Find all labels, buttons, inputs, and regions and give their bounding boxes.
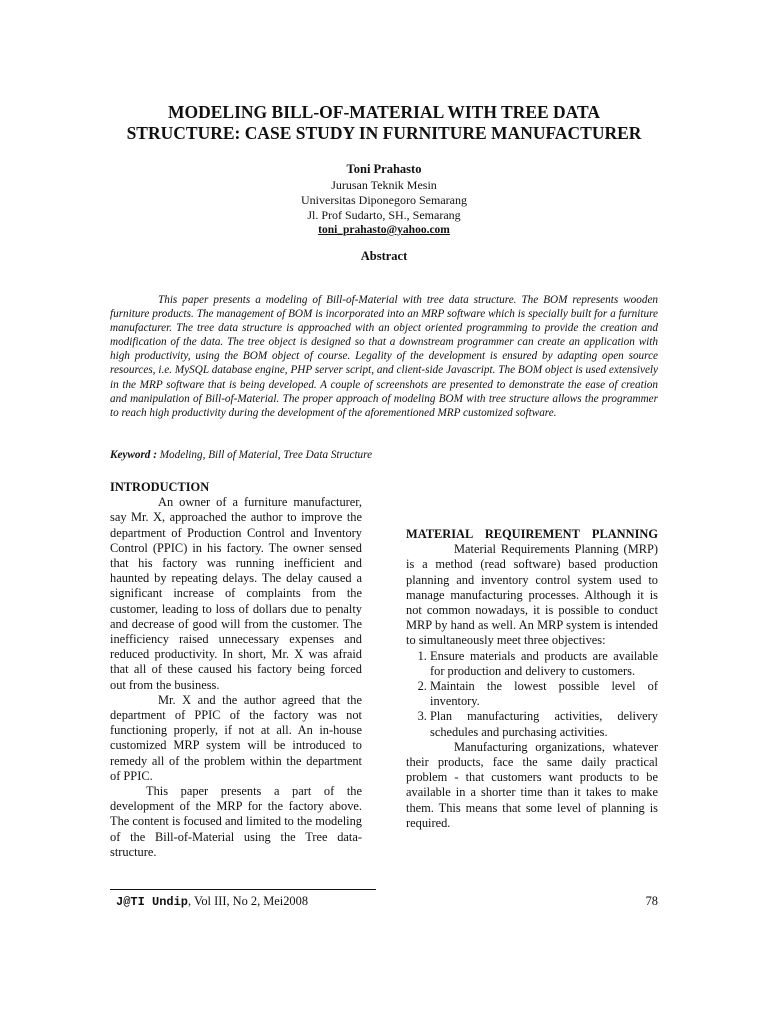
section-gap bbox=[406, 511, 658, 527]
abstract-heading: Abstract bbox=[360, 249, 408, 263]
keyword-line bbox=[110, 448, 658, 462]
introduction-paragraph-1: An owner of a furniture manufacturer, say Mr. X, approached the author to improve the department of Production Control and Inventory Control (PPIC) in his factory. The owner sensed that his factory was running inefficient and haunted by repeating delays. The delay caused a significant increase of complaints from the customer, leading to loss of dollars due to penalty and decrease of good will from the customer. The inefficiency raised unnecessary expenses and reduced productivity. In short, Mr. X was afraid that all of these caused his factory being forced out from the business. bbox=[110, 495, 362, 692]
title-line-1: MODELING BILL-OF-MATERIAL WITH TREE DATA bbox=[167, 102, 601, 122]
author-address: Jl. Prof Sudarto, SH., Semarang bbox=[307, 208, 461, 222]
mrp-heading: MATERIAL REQUIREMENT PLANNING bbox=[406, 527, 658, 541]
paper-title bbox=[80, 102, 688, 144]
introduction-paragraph-3: This paper presents a part of the development of the MRP for the factory above. The content is focused and limited to the modeling of the Bill-of-Material using the Tree data-structure. bbox=[110, 784, 362, 859]
author-name: Toni Prahasto bbox=[346, 162, 422, 176]
right-column bbox=[406, 480, 658, 831]
mrp-paragraph-2: Manufacturing organizations, whatever their products, face the same daily practical problem - that customers want products to be available in a shorter time than it takes to make them. This means that some level of planning is required. bbox=[406, 739, 658, 830]
column-continuation-space bbox=[406, 480, 658, 511]
author-university: Universitas Diponegoro Semarang bbox=[301, 193, 467, 207]
page-number: 78 bbox=[645, 894, 658, 908]
keyword-label: Keyword : bbox=[110, 449, 157, 461]
introduction-heading: INTRODUCTION bbox=[110, 480, 210, 494]
author-department: Jurusan Teknik Mesin bbox=[331, 178, 437, 192]
journal-issue: , Vol III, No 2, Mei2008 bbox=[188, 894, 309, 908]
author-block bbox=[150, 162, 618, 238]
footer-divider bbox=[110, 889, 376, 890]
mrp-paragraph-1: Material Requirements Planning (MRP) is a method (read software) based production planning and inventory control system used to manage manufacturing processes. Although it is not common nowadays, it is possible to conduct MRP by hand as well. An MRP system is intended to simultaneously meet three objectives: bbox=[406, 542, 658, 648]
left-column bbox=[110, 480, 362, 860]
objective-item: 3. Plan manufacturing activities, delivery schedules and purchasing activities. bbox=[430, 709, 658, 739]
footer-journal bbox=[116, 894, 308, 909]
keyword-text: Modeling, Bill of Material, Tree Data Structure bbox=[156, 449, 373, 461]
journal-name: J@TI Undip bbox=[116, 895, 189, 909]
objectives-list bbox=[406, 649, 658, 740]
title-line-2: STRUCTURE: CASE STUDY IN FURNITURE MANUFACTURER bbox=[126, 123, 642, 143]
introduction-paragraph-2: Mr. X and the author agreed that the department of PPIC of the factory was not functioning properly, if not at all. An in-house customized MRP system will be introduced to remedy all of the problem within the department of PPIC. bbox=[110, 692, 362, 783]
abstract-text: This paper presents a modeling of Bill-of-Material with tree data structure. The BOM represents wooden furniture products. The management of BOM is incorporated into an MRP software which is specially built for a furniture manufacturer. The tree data structure is approached with an object oriented programming to provide the creation and modification of the data. The tree object is designed so that a downstream programmer can create an application with high productivity, using the BOM object of course. Legality of the development is ensured by adapting open source resources, i.e. MySQL database engine, PHP server script, and client-side Javascript. The BOM object is used extensively in the MRP software that is being developed. A couple of screenshots are presented to demonstrate the ease of creation and manipulation of Bill-of-Material. The proper approach of modeling BOM with tree structure allows the programmer to reach high productivity during the development of the aforementioned MRP customized software. bbox=[110, 294, 658, 419]
author-email-link[interactable]: toni_prahasto@yahoo.com bbox=[318, 224, 450, 236]
objective-item: 1. Ensure materials and products are available for production and delivery to customers. bbox=[430, 649, 658, 679]
objective-item: 2. Maintain the lowest possible level of inventory. bbox=[430, 679, 658, 709]
